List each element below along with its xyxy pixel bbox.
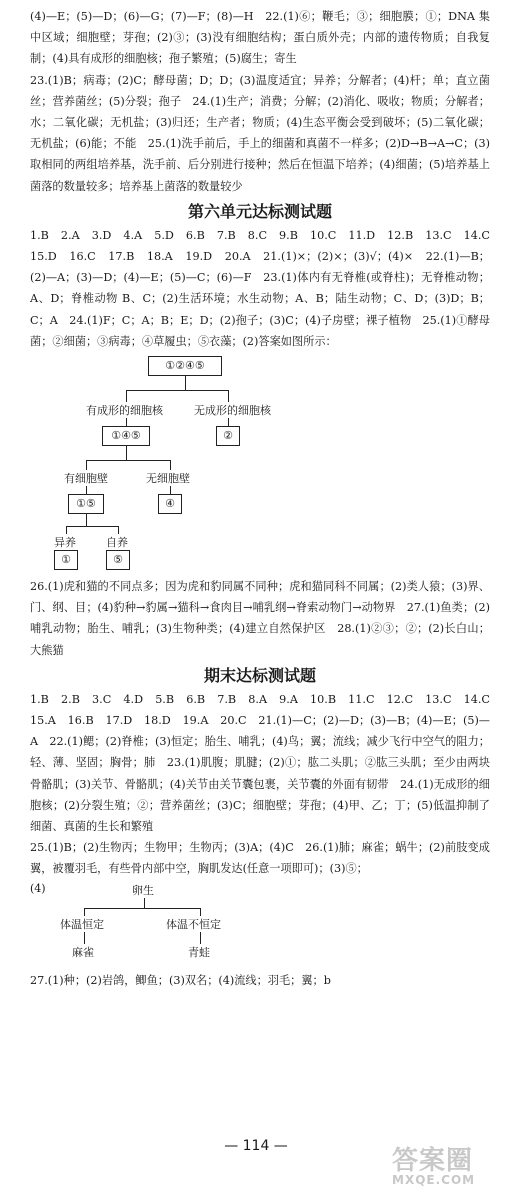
answer-paragraph-1: (4)—E；(5)—D；(6)—G；(7)—F；(8)—H 22.(1)⑥；鞭毛；③；细胞膜；①；DNA 集中区域；细胞壁；芽孢；(2)③；(3)没有细胞结构；蛋白质外壳；内部的遗传物质；自我复制；(4)具有成形的细胞核；孢子繁殖；(5)腐生；寄生 — [30, 10, 490, 66]
answer-paragraph-6: 25.(1)B；(2)生物丙；生物甲；生物丙；(3)A；(4)C 26.(1)肺；麻雀；蜗牛；(2)前肢变成翼，被覆羽毛，有些骨内部中空，胸肌发达(任意一项即可)；(3)⑤； — [30, 841, 490, 876]
page-number: — 114 — — [224, 1138, 288, 1154]
tree-label-cell-wall: 有细胞壁 — [64, 472, 108, 486]
tree2-root: 卵生 — [132, 883, 154, 897]
tree-node-level2-left: ①④⑤ — [102, 426, 150, 446]
tree2-leaf-sparrow: 麻雀 — [72, 945, 94, 959]
tree-node-level3-left: ①⑤ — [68, 494, 104, 514]
answer-paragraph-5: 1.B 2.B 3.C 4.D 5.B 6.B 7.B 8.A 9.A 10.B 11.C 12.C 13.C 14.C 15.A 16.B 17.D 18.D 19.A 20.C 21.(1)—C；(2)—D；(3)—B；(4)—E；(5)—A 22.(1)鳃；(2)脊椎；(3)恒定；胎生、哺乳；(4)鸟；翼；流线；减少飞行中空气的阻力；轻、薄、坚固；胸骨；肺 23.(1)肌腹；肌腱；(2)①；肱二头肌；②肱三头肌；至少由两块骨骼肌；(3)关节、骨骼肌；(4)关节由关节囊包裹，关节囊的外面有韧带 24.(1)无成形的细胞核；(2)分裂生殖；②；营养菌丝；(3)C；细胞壁；芽孢；(4)甲、乙；丁；(5)低温抑制了细菌、真菌的生长和繁殖 — [30, 692, 502, 834]
answer-paragraph-3: 1.B 2.A 3.D 4.A 5.D 6.B 7.B 8.C 9.B 10.C 11.D 12.B 13.C 14.C 15.D 16.C 17.B 18.A 19.D 20.A 21.(1)×；(2)×；(3)√；(4)× 22.(1)—B；(2)—A；(3)—D；(4)—E；(5)—C；(6)—F 23.(1)体内有无脊椎(或脊柱)；无脊椎动物；A、D；脊椎动物 B、C；(2)生活环境；水生动物；A、B；陆生动物；C、D；(3)D；B；C；A 24.(1)F；C；A；B；E；D；(2)孢子；(3)C；(4)子房壁；裸子植物 25.(1)①酵母菌；②细菌；③病毒；④草履虫；⑤衣藻；(2)答案如图所示： — [30, 228, 502, 348]
tree-node-level3-right: ④ — [158, 494, 182, 514]
oviparous-tree-diagram — [30, 880, 490, 966]
tree-node-level2-right: ② — [216, 426, 240, 446]
watermark-url: MXQE.COM — [392, 1173, 476, 1187]
section-title-unit6: 第六单元达标测试题 — [187, 201, 332, 221]
answer-paragraph-2: 23.(1)B；病毒；(2)C；酵母菌；D；D；(3)温度适宜；异养；分解者；(4)杆；单；直立菌丝；营养菌丝；(5)分裂；孢子 24.(1)生产；消费；分解；(2)消化、吸收；物质；分解者；水；二氧化碳；无机盐；(3)归还；生产者；物质；(4)生态平衡会受到破坏；(5)二氧化碳；无机盐；(6)能；不能 25.(1)洗手前后，手上的细菌和真菌不一样多；(2)D→B→A→C；(3)取相同的两组培养基，洗手前、后分别进行接种；然后在恒温下培养；(4)细菌；(5)培养基上菌落的数量较多；培养基上菌落的数量较少 — [30, 73, 490, 193]
tree-label-nucleated: 有成形的细胞核 — [86, 404, 163, 418]
tree-node-level4-right: ⑤ — [106, 550, 130, 570]
classification-tree-diagram — [30, 354, 490, 572]
tree2-label-constant-temp: 体温恒定 — [60, 917, 104, 931]
watermark-logo — [392, 1140, 510, 1198]
tree-label-non-nucleated: 无成形的细胞核 — [194, 404, 271, 418]
tree2-label-variable-temp: 体温不恒定 — [166, 917, 221, 931]
tree-node-level4-left: ① — [54, 550, 78, 570]
section-title-final-exam: 期末达标测试题 — [203, 665, 316, 685]
answer-paragraph-7: 27.(1)种；(2)岩鸽，鲫鱼；(3)双名；(4)流线；羽毛；翼；b — [30, 973, 331, 987]
tree2-prefix: (4) — [30, 881, 46, 895]
tree-node-root: ①②④⑤ — [148, 356, 222, 376]
watermark-logo-text: 答案圈 — [392, 1146, 474, 1176]
tree-label-heterotroph: 异养 — [54, 536, 76, 550]
tree-label-no-cell-wall: 无细胞壁 — [146, 472, 190, 486]
tree-label-autotroph: 自养 — [106, 536, 128, 550]
tree2-leaf-frog: 青蛙 — [188, 945, 210, 959]
answer-paragraph-4: 26.(1)虎和猫的不同点多；因为虎和豹同属不同种；虎和猫同科不同属；(2)类人猿；(3)界、门、纲、目；(4)豹种→豹属→猫科→食肉目→哺乳纲→脊索动物门→动物界 27.(1)鱼类；(2)哺乳动物；胎生、哺乳；(3)生物种类；(4)建立自然保护区 28.(1)②③；②；(2)长白山；大熊猫 — [30, 580, 490, 657]
